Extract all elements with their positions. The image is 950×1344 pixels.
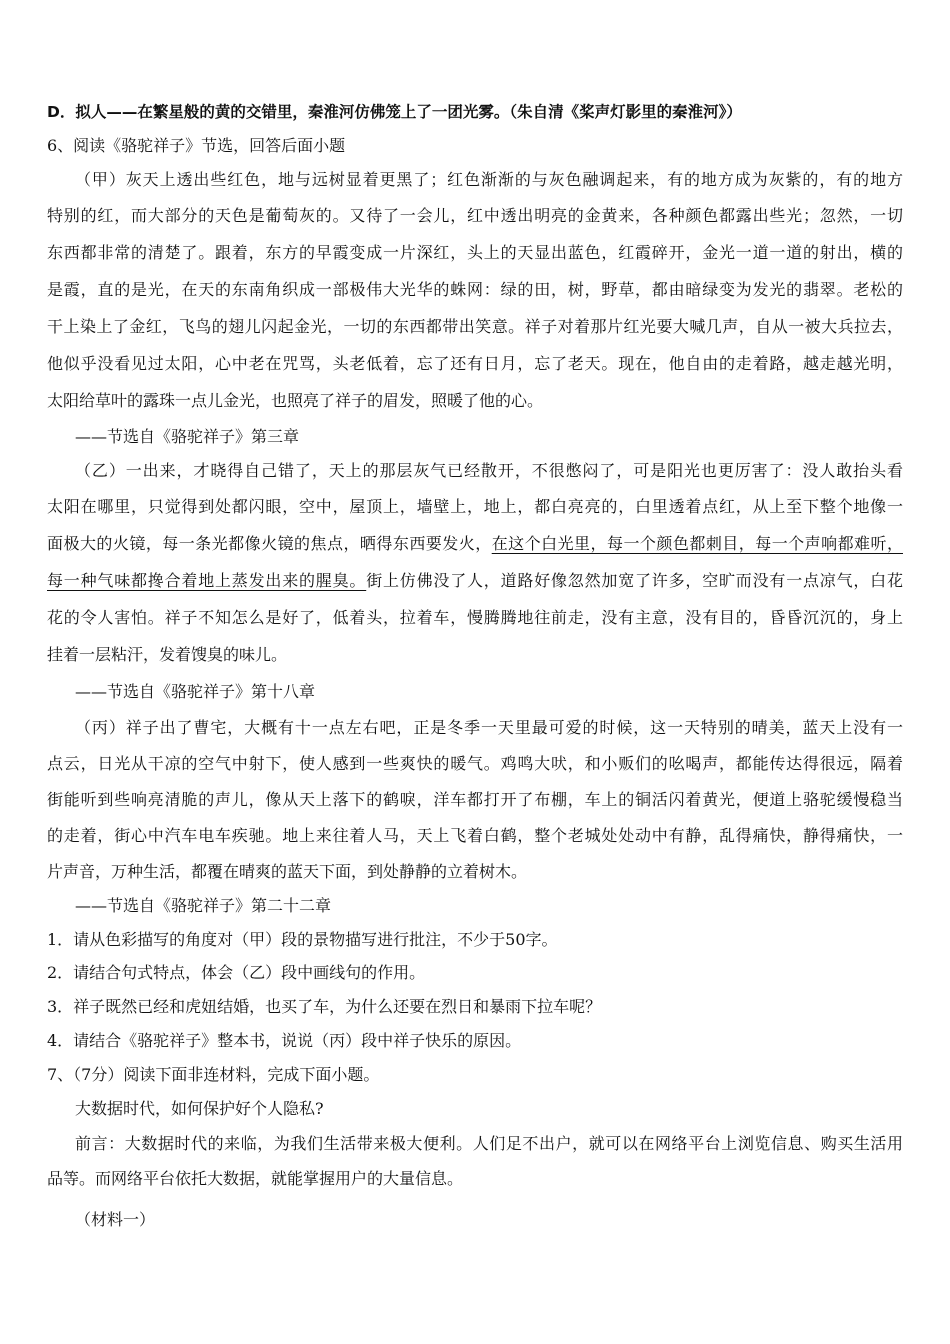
passage-jia-line: 东西都非常的清楚了。跟着，东方的早霞变成一片深红，头上的天显出蓝色，红霞碎开，金光一道一道的射出，横的 [47, 243, 903, 262]
intro-line: 品等。而网络平台依托大数据，就能掌握用户的大量信息。 [47, 1169, 464, 1188]
passage-yi-line: （乙）一出来，才晓得自己错了，天上的那层灰气已经散开，不很憋闷了，可是阳光也更厉害了：没人敢抬头看 [75, 461, 903, 480]
passage-yi-line: 挂着一层粘汗，发着馊臭的味儿。 [47, 645, 288, 664]
question-7-title: 7、（7分）阅读下面非连材料，完成下面小题。 [47, 1065, 380, 1084]
passage-bing-line: 街能听到些响亮清脆的声儿，像从天上落下的鹤唳，洋车都打开了布棚，车上的铜活闪着黄光，便道上骆驼缓慢稳当 [47, 790, 903, 809]
passage-bing-line: （丙）祥子出了曹宅，大概有十一点左右吧，正是冬季一天里最可爱的时候，这一天特别的晴美，蓝天上没有一 [75, 718, 903, 737]
passage-yi-line [47, 532, 903, 556]
underlined-sentence: 在这个白光里，每一个颜色都刺目，每一个声响都难听， [491, 534, 903, 553]
passage-jia-line: 是霞，直的是光，在天的东南角织成一部极伟大光华的蛛网：绿的田，树，野草，都由暗绿变为发光的翡翠。老松的 [47, 280, 903, 299]
material-title: 大数据时代，如何保护好个人隐私? [75, 1099, 324, 1118]
passage-yi-line: 花的令人害怕。祥子不知怎么是好了，低着头，拉着车，慢腾腾地往前走，没有主意，没有目的，昏昏沉沉的，身上 [47, 608, 903, 627]
passage-bing-line: 点云，日光从干凉的空气中射下，使人感到一些爽快的暖气。鸡鸣大吠，和小贩们的吆喝声，都能传达得很远，隔着 [47, 754, 903, 773]
sub-question: 1．请从色彩描写的角度对（甲）段的景物描写进行批注，不少于50字。 [47, 930, 558, 949]
passage-jia-line: （甲）灰天上透出些红色，地与远树显着更黑了；红色渐渐的与灰色融调起来，有的地方成为灰紫的，有的地方 [75, 170, 903, 189]
material-1-label: （材料一） [75, 1210, 156, 1229]
option-d: D．拟人——在繁星般的黄的交错里，秦淮河仿佛笼上了一团光雾。（朱自清《桨声灯影里的秦淮河》） [47, 103, 742, 121]
passage-jia-line: 太阳给草叶的露珠一点儿金光，也照亮了祥子的眉发，照暖了他的心。 [47, 391, 544, 410]
passage-yi-line: 太阳在哪里，只觉得到处都闪眼，空中，屋顶上，墙壁上，地上，都白亮亮的，白里透着点红，从上至下整个地像一 [47, 497, 903, 516]
passage-jia-line: 特别的红，而大部分的天色是葡萄灰的。又待了一会儿，红中透出明亮的金黄来，各种颜色都露出些光；忽然，一切 [47, 206, 903, 225]
passage-yi-source: ——节选自《骆驼祥子》第十八章 [75, 682, 316, 701]
passage-jia-line: 干上染上了金红，飞鸟的翅儿闪起金光，一切的东西都带出笑意。祥子对着那片红光要大喊几声，自从一被大兵拉去， [47, 317, 903, 336]
passage-jia-line: 他似乎没看见过太阳，心中老在咒骂，头老低着，忘了还有日月，忘了老天。现在，他自由的走着路，越走越光明， [47, 354, 903, 373]
sub-question: 2．请结合句式特点，体会（乙）段中画线句的作用。 [47, 963, 426, 982]
underlined-sentence: 每一种气味都搀合着地上蒸发出来的腥臭。 [47, 571, 367, 590]
sub-question: 4．请结合《骆驼祥子》整本书，说说（丙）段中祥子快乐的原因。 [47, 1031, 522, 1050]
intro-line: 前言：大数据时代的来临，为我们生活带来极大便利。人们足不出户，就可以在网络平台上浏览信息、购买生活用 [75, 1134, 903, 1153]
passage-jia-source: ——节选自《骆驼祥子》第三章 [75, 427, 300, 446]
yi-text: 街上仿佛没了人，道路好像忽然加宽了许多，空旷而没有一点凉气，白花 [366, 571, 903, 590]
question-6-title: 6、阅读《骆驼祥子》节选，回答后面小题 [47, 136, 346, 155]
yi-text: 面极大的火镜，每一条光都像火镜的焦点，晒得东西要发火， [47, 534, 492, 553]
passage-yi-line [47, 569, 903, 593]
passage-bing-line: 片声音，万种生活，都覆在晴爽的蓝天下面，到处静静的立着树木。 [47, 862, 528, 881]
passage-bing-line: 的走着，街心中汽车电车疾驰。地上来往着人马，天上飞着白鹤，整个老城处处动中有静，乱得痛快，静得痛快，一 [47, 826, 903, 845]
sub-question: 3．祥子既然已经和虎妞结婚，也买了车，为什么还要在烈日和暴雨下拉车呢？ [47, 997, 602, 1016]
passage-bing-source: ——节选自《骆驼祥子》第二十二章 [75, 896, 332, 915]
